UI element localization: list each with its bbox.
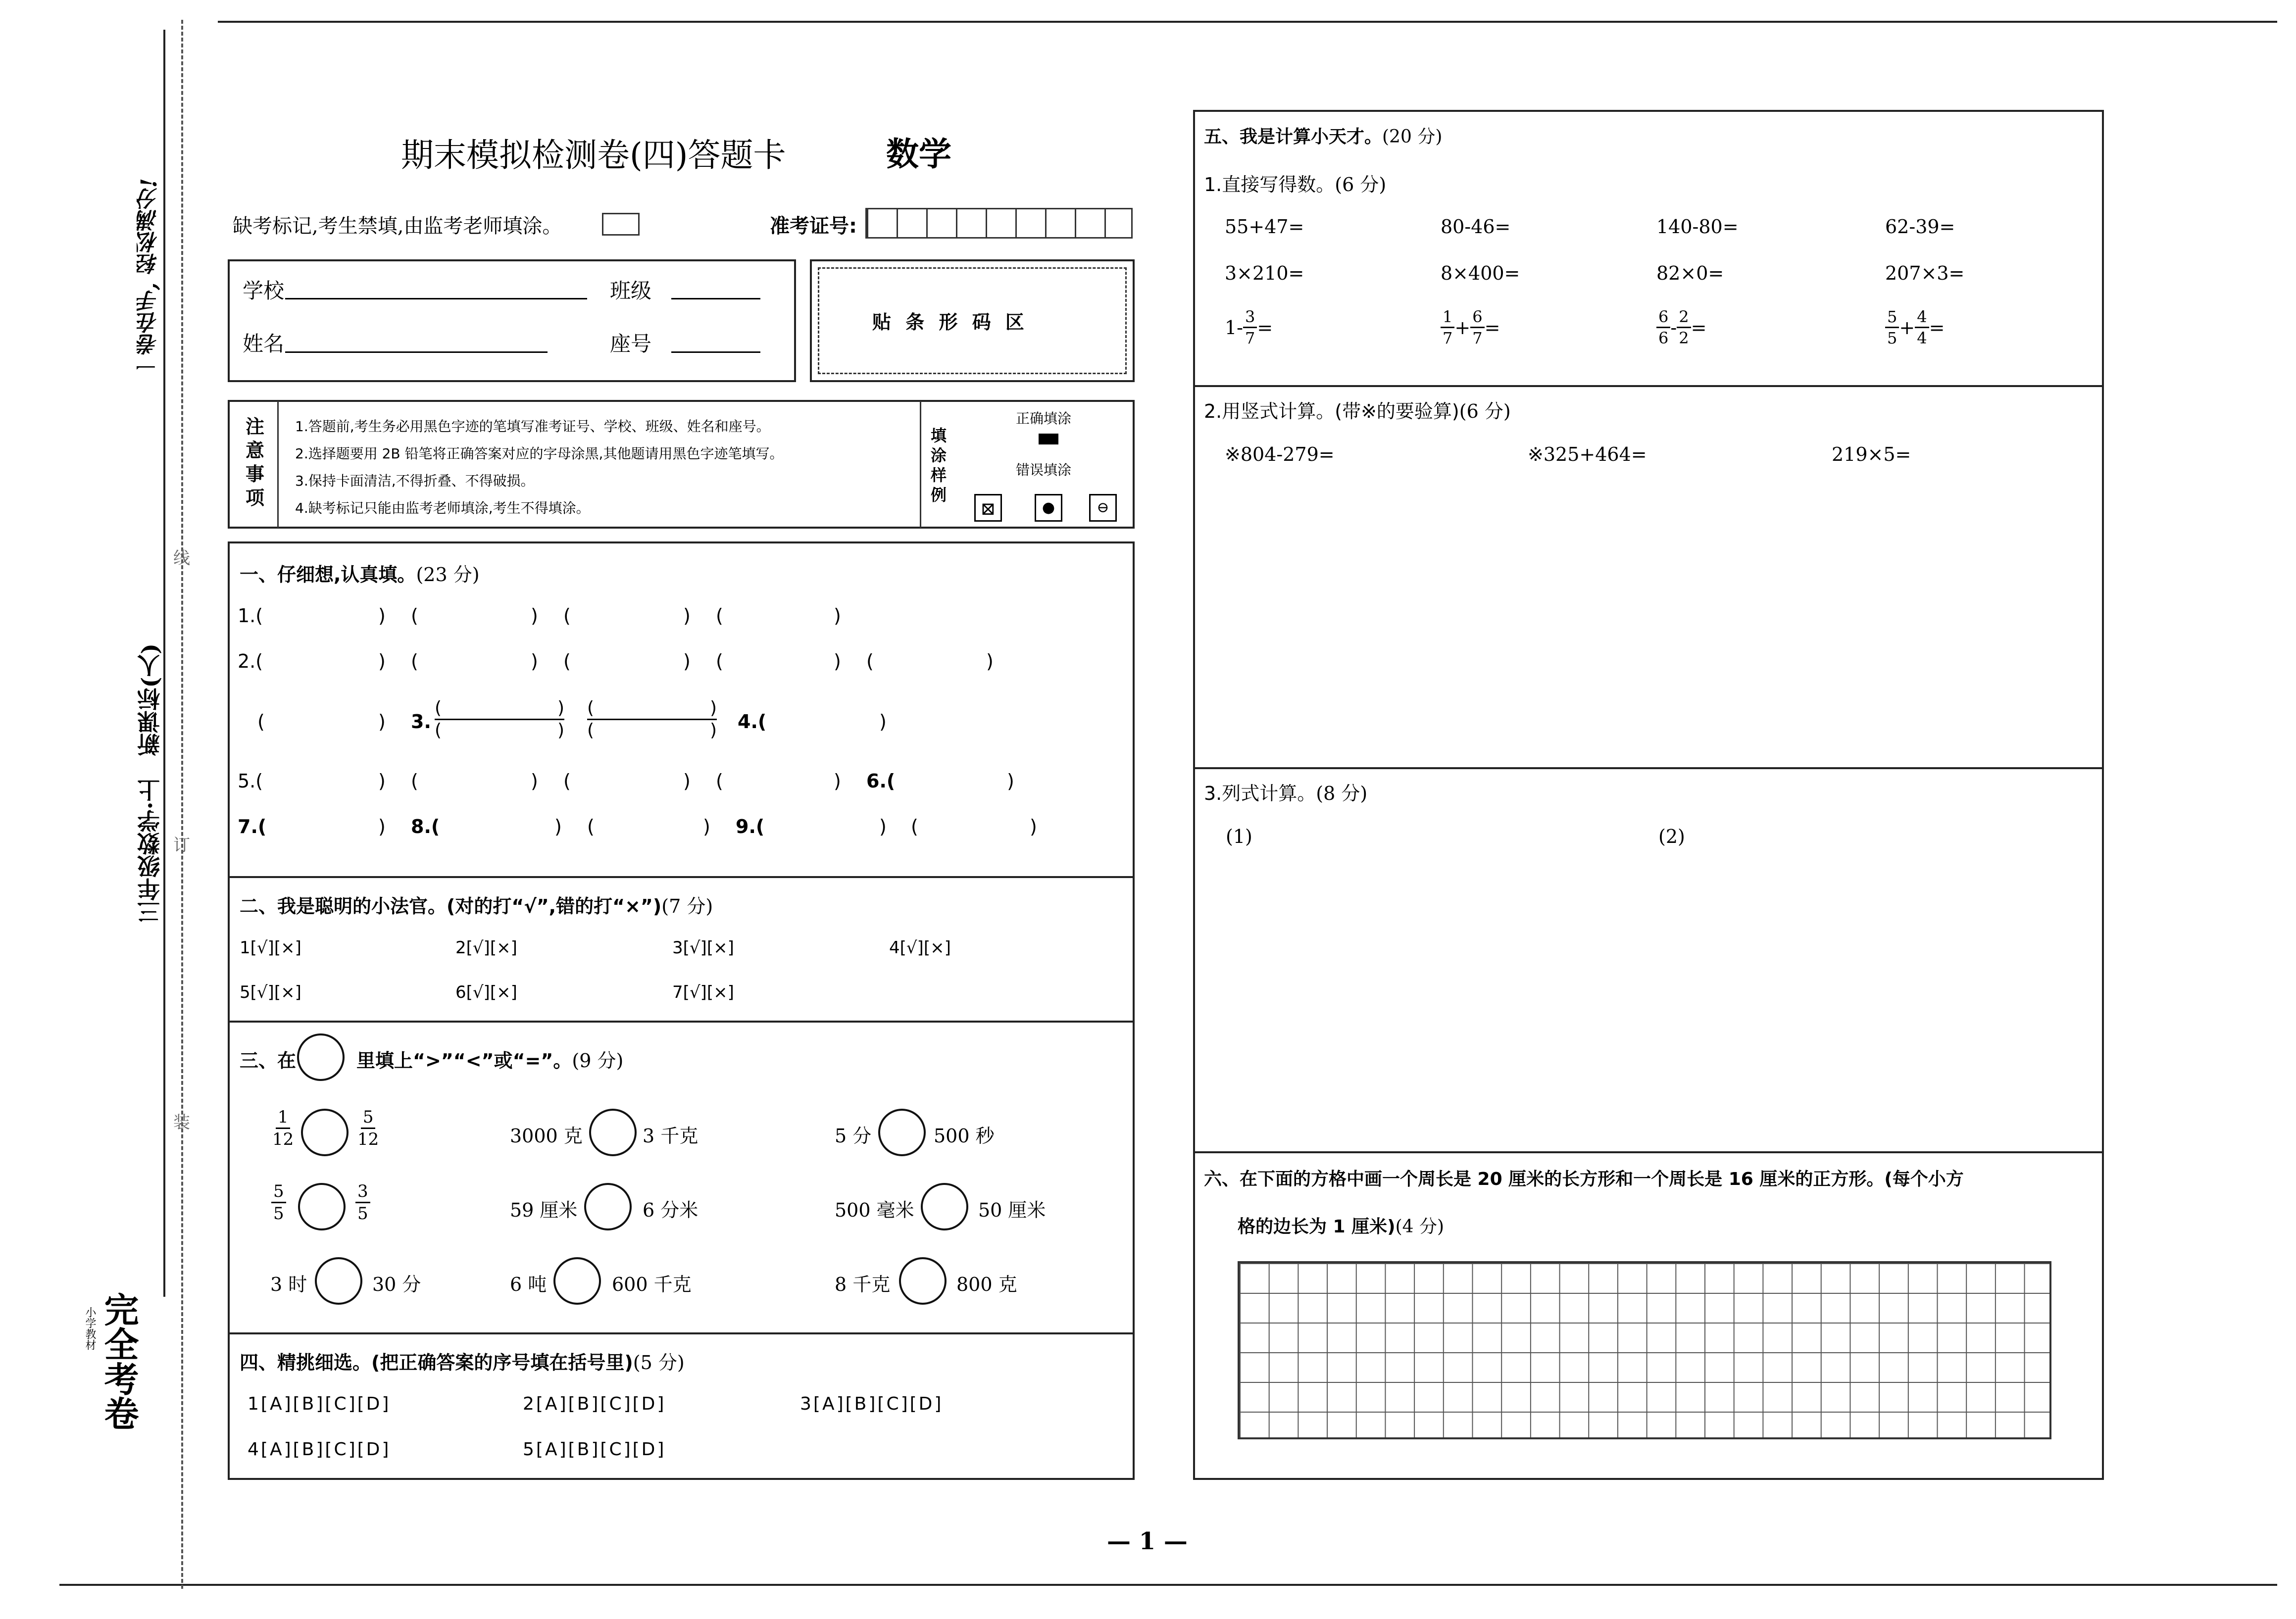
s3-frac-4-num: 3	[355, 1183, 370, 1203]
s3-r2-b: 6 分米	[643, 1199, 699, 1221]
s3-r2-a: 59 厘米	[510, 1199, 578, 1221]
s2-item-6[interactable]: 6[√][×]	[455, 982, 517, 1002]
s1-q5-close-1: )	[378, 770, 386, 792]
s3-r1-d: 500 秒	[934, 1125, 995, 1147]
s4-item-3[interactable]: 3[A][B][C][D]	[800, 1394, 944, 1414]
s2-item-1[interactable]: 1[√][×]	[240, 938, 301, 958]
s1-q2-close-5: )	[986, 650, 994, 672]
top-rule	[218, 21, 2277, 23]
sec5-title-text: 五、我是计算小天才。	[1204, 127, 1383, 147]
side-motto: 一卷在手, 轻松满分!	[137, 178, 162, 377]
s5-r3-2-n1: 1	[1441, 309, 1454, 328]
s1-q7-close: )	[378, 816, 386, 837]
s5-r1-3: 140-80=	[1656, 216, 1739, 238]
s1-q2-open-6[interactable]: (	[257, 711, 265, 733]
s1-q2-close-3: )	[683, 650, 691, 672]
s3-r3-f: 800 克	[956, 1274, 1017, 1295]
notice-items	[295, 413, 783, 522]
s3-frac-4	[355, 1183, 370, 1222]
notice-divider-1	[277, 401, 279, 528]
s2-item-5[interactable]: 5[√][×]	[240, 982, 301, 1002]
student-info-box	[228, 259, 796, 382]
brand-logo	[79, 1287, 149, 1435]
s5-r3-3-d2: 2	[1679, 329, 1689, 347]
s2-item-4[interactable]: 4[√][×]	[889, 938, 951, 958]
s1-q8-open-2[interactable]: (	[587, 816, 595, 837]
s5-r3-4-op: +	[1899, 316, 1915, 339]
sec2-title-text: 二、我是聪明的小法官。(对的打“√”,错的打“×”)	[240, 895, 662, 917]
sec6-title-2	[1238, 1213, 1444, 1238]
barcode-label: 贴 条 形 码 区	[872, 311, 1028, 333]
seat-label: 座号	[610, 332, 652, 356]
s5-p3-answer-area[interactable]	[1198, 856, 2099, 1146]
subject-title: 数学	[886, 135, 951, 173]
notice-item-4: 4.缺考标记只能由监考老师填涂,考生不得填涂。	[295, 500, 590, 516]
s3-frac-2-den: 12	[357, 1129, 379, 1149]
sec6-title: 六、在下面的方格中画一个周长是 20 厘米的长方形和一个周长是 16 厘米的正方形。(每个小方	[1204, 1169, 1964, 1189]
s4-item-2[interactable]: 2[A][B][C][D]	[523, 1394, 666, 1414]
correct-fill-sample	[1039, 434, 1058, 444]
s5-r3-4-n2: 4	[1915, 309, 1929, 328]
s1-q2-close-1: )	[378, 650, 386, 672]
s5-r3-4-d1: 5	[1887, 329, 1897, 347]
s1-q1-open-1[interactable]: 1.(	[238, 605, 263, 627]
school-label: 学校	[243, 279, 285, 303]
s3-circle-3[interactable]	[878, 1109, 926, 1156]
s1-q2-close-2: )	[531, 650, 538, 672]
bottom-rule	[59, 1584, 2277, 1586]
s1-q3-fraction-2[interactable]: ( ) ( )	[587, 698, 717, 740]
s5-r3-2	[1441, 309, 1500, 346]
s1-q5-close-3: )	[683, 770, 691, 792]
sec3-title	[356, 1045, 623, 1073]
s5-r3-3	[1656, 309, 1706, 346]
wrong-fill-sample-2: ●	[1035, 494, 1062, 522]
s1-q5-close-4: )	[834, 770, 841, 792]
notice-label	[246, 415, 270, 510]
class-label: 班级	[610, 279, 652, 303]
s5-r3-4	[1885, 309, 1945, 346]
s5-r3-3-n2: 2	[1677, 309, 1691, 328]
s3-frac-1	[270, 1109, 296, 1148]
sec3-title-circle	[297, 1033, 345, 1081]
s3-circle-6[interactable]	[921, 1183, 968, 1230]
s5-r3-1-lead: 1-	[1225, 316, 1244, 339]
s1-q5-close-2: )	[531, 770, 538, 792]
sec5-part2	[1204, 396, 1511, 423]
s1-q7-open[interactable]: 7.(	[238, 816, 267, 837]
sec5-part2-score: (6 分)	[1459, 400, 1511, 422]
s4-item-4[interactable]: 4[A][B][C][D]	[248, 1439, 391, 1460]
s5-r3-1	[1225, 309, 1273, 346]
wrong-fill-label: 错误填涂	[1016, 462, 1072, 478]
s3-r3-a: 3 时	[270, 1274, 307, 1295]
notice-item-1: 1.答题前,考生务必用黑色字迹的笔填写准考证号、学校、班级、姓名和座号。	[295, 418, 770, 435]
s1-q2-close-4: )	[834, 650, 841, 672]
s5-r3-4-n1: 5	[1885, 309, 1899, 328]
fill-label-4: 例	[931, 486, 947, 504]
s3-circle-2[interactable]	[589, 1109, 637, 1156]
s3-r3-c: 6 吨	[510, 1274, 547, 1295]
s3-r3-b: 30 分	[372, 1274, 421, 1295]
notice-label-2: 意	[246, 439, 265, 461]
s3-circle-1[interactable]	[301, 1109, 349, 1156]
s1-q9-close-2: )	[1030, 816, 1037, 837]
s1-q1-open-4[interactable]: (	[716, 605, 723, 627]
fill-label-2: 涂	[931, 446, 947, 465]
notice-divider-2	[920, 401, 921, 528]
s1-q5-open-2[interactable]: (	[411, 770, 418, 792]
notice-item-3: 3.保持卡面清洁,不得折叠、不得破损。	[295, 473, 535, 489]
name-field[interactable]	[285, 351, 548, 353]
divider-r2	[1193, 767, 2104, 769]
name-label: 姓名	[243, 332, 285, 356]
s1-q6-close: )	[1007, 770, 1014, 792]
s3-r1-a: 3000 克	[510, 1125, 583, 1147]
s4-item-1[interactable]: 1[A][B][C][D]	[248, 1394, 391, 1414]
s5-r2-2: 8×400=	[1441, 262, 1520, 284]
s1-q1-close-4: )	[834, 605, 841, 627]
s4-item-5[interactable]: 5[A][B][C][D]	[523, 1439, 666, 1460]
s1-q3-label: 3.	[411, 711, 431, 733]
s1-q1-close-1: )	[378, 605, 386, 627]
sec1-score: (23 分)	[416, 564, 480, 586]
s2-item-2[interactable]: 2[√][×]	[455, 938, 517, 958]
s3-frac-1-num: 1	[276, 1109, 291, 1129]
s5-r3-2-d2: 7	[1472, 329, 1483, 347]
s5-r3-2-eq: =	[1484, 316, 1500, 339]
sec5-part1-text: 1.直接写得数。	[1204, 174, 1335, 196]
s1-q8-close-1: )	[554, 816, 562, 837]
sec3-score: (9 分)	[572, 1050, 624, 1072]
seat-field[interactable]	[671, 351, 760, 353]
s3-frac-2-num: 5	[361, 1109, 376, 1129]
fill-label	[931, 426, 950, 505]
s1-q2-open-4[interactable]: (	[716, 650, 723, 672]
left-answer-box	[228, 541, 1135, 1480]
s5-r3-4-d2: 4	[1917, 329, 1927, 347]
s1-q1-close-3: )	[683, 605, 691, 627]
drawing-grid[interactable]	[1238, 1261, 2051, 1439]
exam-no-label: 准考证号:	[770, 215, 857, 238]
notice-label-1: 注	[246, 415, 265, 438]
s5-r3-3-d1: 6	[1658, 329, 1669, 347]
s5-r3-2-n2: 6	[1470, 309, 1484, 328]
class-field[interactable]	[671, 298, 760, 299]
cut-bind-mark: 订	[173, 835, 190, 855]
binding-line	[181, 20, 183, 1589]
s1-q9-open-1[interactable]: 9.(	[736, 816, 765, 837]
s5-r2-1: 3×210=	[1225, 262, 1304, 284]
sec2-title	[240, 891, 713, 918]
s5-p3-item-1: (1)	[1226, 826, 1252, 847]
wrong-fill-sample-1: ⊠	[974, 494, 1002, 522]
s3-circle-4[interactable]	[298, 1183, 346, 1230]
sec4-title	[240, 1347, 685, 1374]
sec5-part1	[1204, 169, 1386, 196]
s3-r3-e: 8 千克	[835, 1274, 891, 1295]
s5-r1-2: 80-46=	[1441, 216, 1511, 238]
s5-p3-item-2: (2)	[1658, 826, 1685, 847]
s1-q5-open-3[interactable]: (	[563, 770, 571, 792]
s5-r3-1-den: 7	[1245, 329, 1255, 347]
sec6-title-2-text: 格的边长为 1 厘米)	[1238, 1217, 1396, 1237]
absent-checkbox[interactable]	[602, 213, 640, 236]
sec5-part2-text: 2.用竖式计算。(带※的要验算)	[1204, 400, 1459, 422]
fill-label-1: 填	[931, 426, 947, 445]
divider-r1	[1193, 385, 2104, 387]
s5-r3-1-eq: =	[1257, 316, 1273, 339]
s3-circle-9[interactable]	[899, 1257, 947, 1305]
sec6-score: (4 分)	[1395, 1217, 1445, 1237]
sec2-score: (7 分)	[661, 895, 713, 917]
page-title: 期末模拟检测卷(四)答题卡	[401, 136, 786, 174]
s5-r3-1-num: 3	[1243, 309, 1257, 328]
s5-r3-3-n1: 6	[1656, 309, 1670, 328]
page-number: — 1 —	[1107, 1527, 1188, 1555]
sec3-title-a: 三、在	[240, 1050, 297, 1072]
s3-frac-4-den: 5	[357, 1204, 368, 1224]
notice-label-3: 事	[246, 463, 265, 485]
sec5-part3-score: (8 分)	[1316, 783, 1368, 804]
s1-q2-open-1[interactable]: 2.(	[238, 650, 263, 672]
s1-q3-fraction-1[interactable]: ( ) ( )	[435, 698, 564, 740]
s5-r2-3: 82×0=	[1656, 262, 1724, 284]
divider-r3	[1193, 1151, 2104, 1153]
s5-vert-answer-area[interactable]	[1198, 475, 2099, 762]
divider-s1-s2	[228, 876, 1135, 878]
absent-note: 缺考标记,考生禁填,由监考老师填涂。	[233, 215, 562, 238]
s1-q5-open-1[interactable]: 5.(	[238, 770, 263, 792]
brand-text: 完全考卷	[99, 1292, 139, 1430]
s2-item-3[interactable]: 3[√][×]	[672, 938, 734, 958]
sec5-part3	[1204, 778, 1367, 805]
divider-s3-s4	[228, 1332, 1135, 1334]
s5-r1-1: 55+47=	[1225, 216, 1304, 238]
s3-frac-1-den: 12	[272, 1129, 294, 1149]
fill-label-3: 样	[931, 466, 947, 485]
s1-q9-close-1: )	[879, 816, 887, 837]
s3-r1-b: 3 千克	[643, 1125, 699, 1147]
s3-frac-3	[271, 1183, 286, 1222]
s3-r3-d: 600 千克	[612, 1274, 692, 1295]
s5-r3-2-d1: 7	[1443, 329, 1453, 347]
s2-item-7[interactable]: 7[√][×]	[672, 982, 734, 1002]
sec4-title-text: 四、精挑细选。(把正确答案的序号填在括号里)	[240, 1352, 633, 1374]
sec5-part1-score: (6 分)	[1335, 174, 1387, 196]
s5-r3-4-eq: =	[1929, 316, 1945, 339]
s1-q2-close-6: )	[378, 711, 386, 733]
s1-q2-open-5[interactable]: (	[866, 650, 874, 672]
s3-frac-3-den: 5	[273, 1204, 284, 1224]
s3-circle-8[interactable]	[553, 1257, 601, 1305]
s5-vert-1: ※804-279=	[1225, 443, 1335, 465]
sec1-title	[240, 559, 480, 587]
s5-vert-3: 219×5=	[1832, 443, 1911, 465]
sec4-score: (5 分)	[633, 1352, 685, 1374]
exam-no-boxes[interactable]	[865, 208, 1133, 239]
wrong-fill-sample-3: ⊖	[1089, 494, 1117, 522]
s3-r2-d: 50 厘米	[978, 1199, 1046, 1221]
cut-line-mark: 线	[173, 548, 190, 568]
side-grade: 三年级数学·上 新课标(人)	[137, 643, 163, 924]
s5-r2-4: 207×3=	[1885, 262, 1965, 284]
s1-q9-open-2[interactable]: (	[911, 816, 918, 837]
s3-frac-2	[355, 1109, 381, 1148]
s1-q8-close-2: )	[703, 816, 710, 837]
divider-s2-s3	[228, 1021, 1135, 1023]
s3-circle-5[interactable]	[584, 1183, 632, 1230]
s3-frac-3-num: 5	[271, 1183, 286, 1203]
notice-label-4: 项	[246, 487, 265, 509]
s5-r3-3-eq: =	[1691, 316, 1707, 339]
sec3-title-text: 里填上“>”“<”或“=”。	[356, 1050, 572, 1072]
s1-q1-close-2: )	[531, 605, 538, 627]
s1-q2-open-3[interactable]: (	[563, 650, 571, 672]
school-field[interactable]	[285, 298, 587, 299]
s1-q1-open-2[interactable]: (	[411, 605, 418, 627]
s5-vert-2: ※325+464=	[1528, 443, 1647, 465]
sec5-title	[1204, 123, 1442, 148]
s5-r1-4: 62-39=	[1885, 216, 1955, 238]
s5-r3-2-op: +	[1454, 316, 1471, 339]
s1-q4-close: )	[879, 711, 887, 733]
correct-fill-label: 正确填涂	[1016, 410, 1072, 427]
brand-small-text: 小学教材	[84, 1307, 96, 1350]
s3-r1-c: 5 分	[835, 1125, 872, 1147]
sec5-score: (20 分)	[1382, 127, 1443, 147]
s1-q8-open-1[interactable]: 8.(	[411, 816, 440, 837]
s5-r3-3-op: -	[1670, 316, 1677, 339]
s3-circle-7[interactable]	[315, 1257, 362, 1305]
notice-item-2: 2.选择题要用 2B 铅笔将正确答案对应的字母涂黑,其他题请用黑色字迹笔填写。	[295, 445, 784, 462]
s1-q6-open[interactable]: 6.(	[866, 770, 896, 792]
sec1-title-text: 一、仔细想,认真填。	[240, 564, 416, 586]
s1-q4-label[interactable]: 4.(	[738, 711, 767, 733]
cut-pack-mark: 装	[173, 1113, 190, 1132]
sec5-part3-text: 3.列式计算。	[1204, 783, 1316, 804]
s3-r2-c: 500 毫米	[835, 1199, 914, 1221]
s1-q5-open-4[interactable]: (	[716, 770, 723, 792]
s1-q1-open-3[interactable]: (	[563, 605, 571, 627]
s1-q2-open-2[interactable]: (	[411, 650, 418, 672]
